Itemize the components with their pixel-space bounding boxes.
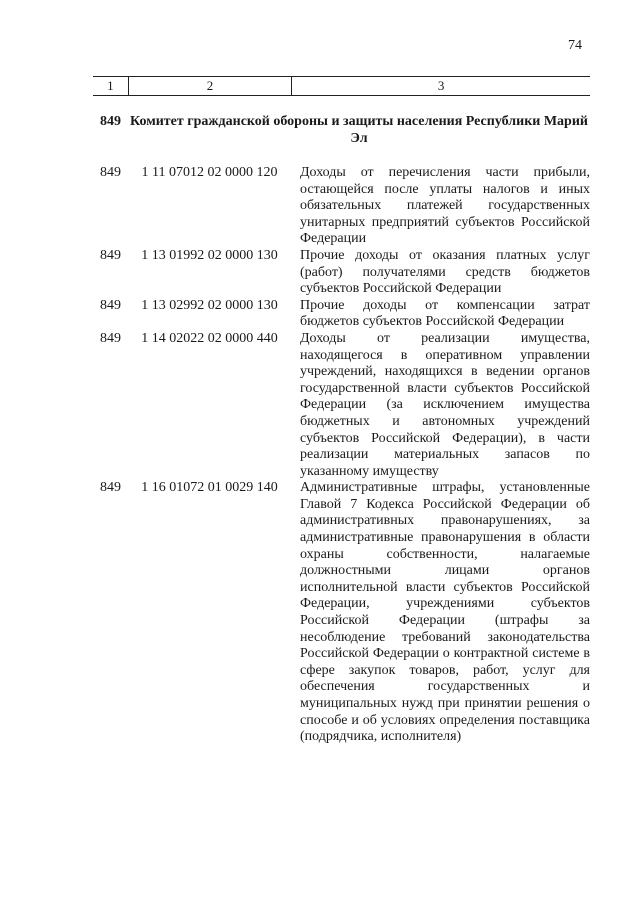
revenue-codes-table [93, 76, 590, 746]
revenue-name-cell: Доходы от реализации имущества, находящегося в оперативном управлении учреждений, находящихся в ведении органов государственной власти субъектов Российской Федерации (за исключением имущества бюджетных и автономных учреждений субъектов Российской Федерации), в части реализации материальных запасов по указанному имуществу [300, 330, 590, 479]
budget-code-cell: 1 16 01072 01 0029 140 [141, 480, 278, 496]
budget-code-cell: 1 13 02992 02 0000 130 [141, 297, 278, 313]
table-row [93, 480, 590, 746]
admin-code-cell: 849 [100, 330, 121, 346]
table-body [93, 165, 590, 746]
budget-code-cell: 1 11 07012 02 0000 120 [141, 165, 278, 180]
column-header-3: 3 [437, 78, 445, 93]
admin-code-cell: 849 [100, 480, 121, 496]
column-header-2: 2 [129, 77, 292, 95]
revenue-name-cell: Доходы от перечисления части прибыли, остающейся после уплаты налогов и иных обязательных платежей государственных унитарных предприятий субъектов Российской Федерации [300, 165, 590, 247]
budget-code-cell: 1 13 01992 02 0000 130 [141, 247, 278, 263]
section-title: Комитет гражданской обороны и защиты населения Республики Марий Эл [130, 114, 588, 146]
revenue-name-cell: Прочие доходы от компенсации затрат бюджетов субъектов Российской Федерации [300, 297, 590, 330]
table-row [93, 331, 590, 480]
budget-code-cell: 1 14 02022 02 0000 440 [141, 330, 278, 346]
table-row [93, 298, 590, 331]
section-admin-code: 849 [100, 114, 121, 129]
table-row [93, 248, 590, 298]
page-number: 74 [568, 38, 582, 53]
revenue-name-cell: Административные штрафы, установленные Главой 7 Кодекса Российской Федерации об административных правонарушениях, за административные правонарушения в области охраны собственности, налагаемые должностными лицами органов исполнительной власти субъектов Российской Федерации, учреждениями субъектов Российской Федерации (штрафы за несоблюдение требований законодательства Российской Федерации о контрактной системе в сфере закупок товаров, работ, услуг для обеспечения государственных и муниципальных нужд при принятии решения о способе и об условиях определения поставщика (подрядчика, исполнителя) [300, 480, 590, 745]
revenue-name-cell: Прочие доходы от оказания платных услуг (работ) получателями средств бюджетов субъектов Российской Федерации [300, 247, 590, 297]
admin-code-cell: 849 [100, 247, 121, 263]
table-header-row [93, 76, 590, 96]
admin-code-cell: 849 [100, 165, 121, 180]
table-row [93, 165, 590, 248]
admin-code-cell: 849 [100, 297, 121, 313]
column-header-1: 1 [93, 77, 129, 95]
section-heading-row [93, 110, 590, 147]
